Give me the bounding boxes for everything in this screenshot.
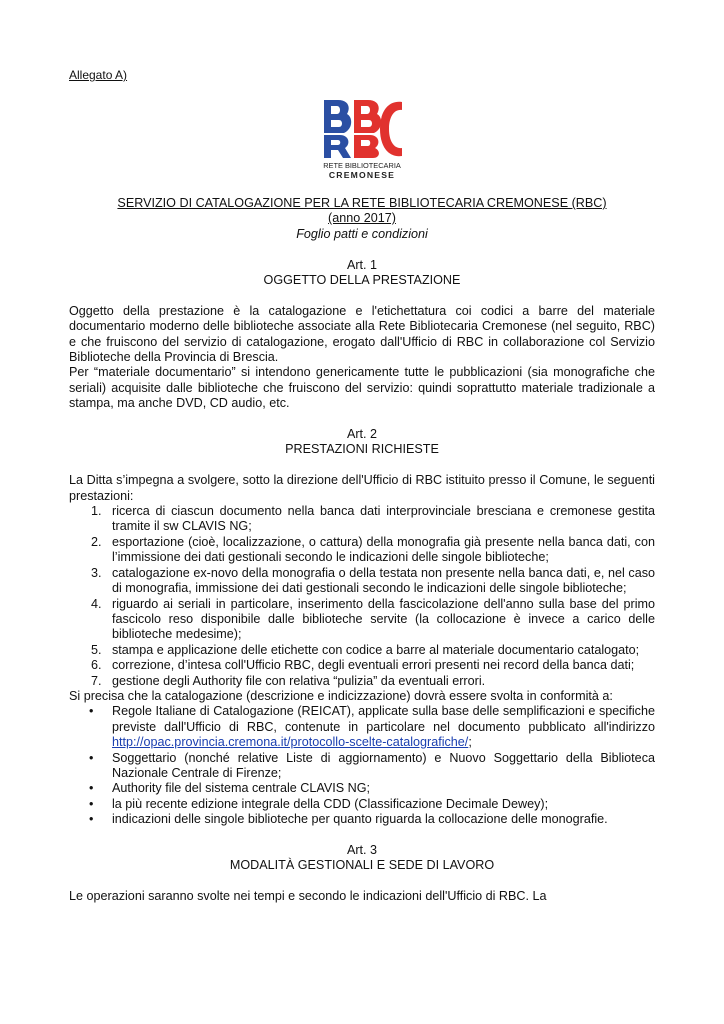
rbc-logo — [318, 96, 406, 182]
art1-number: Art. 1 — [346, 257, 378, 272]
logo-letter-c — [380, 102, 402, 156]
art1-paragraph-2: Per “materiale documentario” si intendono genericamente tutte le pubblicazioni (sia monografiche che seriali) acquisite dalle biblioteche che fruiscono del servizio: quindi soprattutto materiale tradizionale a stampa, ma anche DVD, CD audio, etc. — [69, 365, 655, 411]
art2-numbered-list — [69, 504, 655, 689]
art1-heading: OGGETTO DELLA PRESTAZIONE — [263, 273, 461, 288]
list-item: 1. ricerca di ciascun documento nella banca dati interprovinciale bresciana e cremonese gestita tramite il sw CLAVIS NG; — [91, 504, 655, 534]
logo-letter-r — [324, 135, 351, 158]
document-year: (anno 2017) — [328, 211, 396, 226]
art2-precisa: Si precisa che la catalogazione (descrizione e indicizzazione) dovrà essere svolta in conformità a: — [69, 688, 613, 703]
art2-intro: La Ditta s’impegna a svolgere, sotto la direzione dell'Ufficio di RBC istituito presso il Comune, le seguenti prestazioni: — [69, 473, 655, 503]
bullet-symbol: • — [89, 750, 94, 765]
document-subtitle: Foglio patti e condizioni — [296, 226, 428, 241]
list-item: • indicazioni delle singole biblioteche per quanto riguarda la collocazione delle monografie. — [89, 812, 608, 827]
logo-letter-b-red — [354, 100, 381, 133]
list-item: 4. riguardo ai seriali in particolare, inserimento della fascicolazione dell'anno sulla base del primo fascicolo reso disponibile dalle biblioteche servite (la collocazione è invece a carico delle biblioteche medesime); — [91, 596, 655, 642]
art1-paragraph: Oggetto della prestazione è la catalogazione e l'etichettatura coi codici a barre del materiale documentario moderno delle biblioteche associate alla Rete Bibliotecaria Cremonese (nel seguito, RBC) e che fruiscono del servizio di catalogazione, erogato dall'Ufficio di RBC in collaborazione col Servizio Biblioteche della Provincia di Brescia. — [69, 303, 655, 365]
art3-heading: MODALITÀ GESTIONALI E SEDE DI LAVORO — [229, 858, 495, 873]
bullet-symbol: • — [89, 812, 94, 827]
art3-number: Art. 3 — [346, 842, 378, 857]
list-item: 7. gestione degli Authority file con relativa “pulizia” da eventuali errori. — [91, 673, 486, 688]
list-item: 2. esportazione (cioè, localizzazione, o cattura) della monografia già presente nella banca dati, con l’immissione dei dati gestionali secondo le indicazioni delle singole biblioteche; — [91, 534, 655, 565]
bullet-symbol: • — [89, 796, 94, 811]
document-body — [69, 196, 655, 905]
art2-bullet-list — [69, 704, 655, 827]
logo-letter-b-red-lower — [354, 135, 379, 158]
list-item: • la più recente edizione integrale della CDD (Classificazione Decimale Dewey); — [89, 796, 549, 811]
list-item: 3. catalogazione ex-novo della monografia o della testata non presente nella banca dati, e, nel caso di monografia, immissione dei dati gestionali secondo le indicazioni delle singole biblioteche; — [91, 565, 655, 596]
art2-heading: PRESTAZIONI RICHIESTE — [285, 442, 439, 457]
list-item: 5. stampa e applicazione delle etichette con codice a barre al materiale documentario catalogato; — [91, 642, 640, 657]
catalog-protocol-link[interactable]: http://opac.provincia.cremona.it/protocollo-scelte-catalografiche/ — [112, 735, 469, 750]
list-item: • Authority file del sistema centrale CLAVIS NG; — [89, 781, 371, 796]
list-item: 6. correzione, d’intesa coll'Ufficio RBC, degli eventuali errori presenti nei record della banca dati; — [91, 658, 635, 673]
list-item: • Regole Italiane di Catalogazione (REICAT), applicate sulla base delle semplificazioni e specifiche previste dall'Ufficio di RBC, contenute in particolare nel documento pubblicato all'indirizzo http://opac.provincia.cremona.it/protocollo-scelte-catalografiche/; — [89, 704, 655, 750]
art3-paragraph: Le operazioni saranno svolte nei tempi e secondo le indicazioni dell'Ufficio di RBC. La — [69, 889, 547, 904]
document-title: SERVIZIO DI CATALOGAZIONE PER LA RETE BIBLIOTECARIA CREMONESE (RBC) — [117, 196, 607, 210]
logo-text-line1: RETE BIBLIOTECARIA — [323, 161, 401, 170]
logo-letter-b — [324, 100, 351, 133]
logo-text-line2: CREMONESE — [328, 170, 396, 180]
list-item: • Soggettario (nonché relative Liste di aggiornamento) e Nuovo Soggettario della Biblioteca Nazionale Centrale di Firenze; — [89, 750, 655, 780]
attachment-label: Allegato A) — [69, 68, 128, 82]
art2-number: Art. 2 — [346, 427, 378, 442]
bullet-symbol: • — [89, 704, 94, 719]
bullet-symbol: • — [89, 781, 94, 796]
